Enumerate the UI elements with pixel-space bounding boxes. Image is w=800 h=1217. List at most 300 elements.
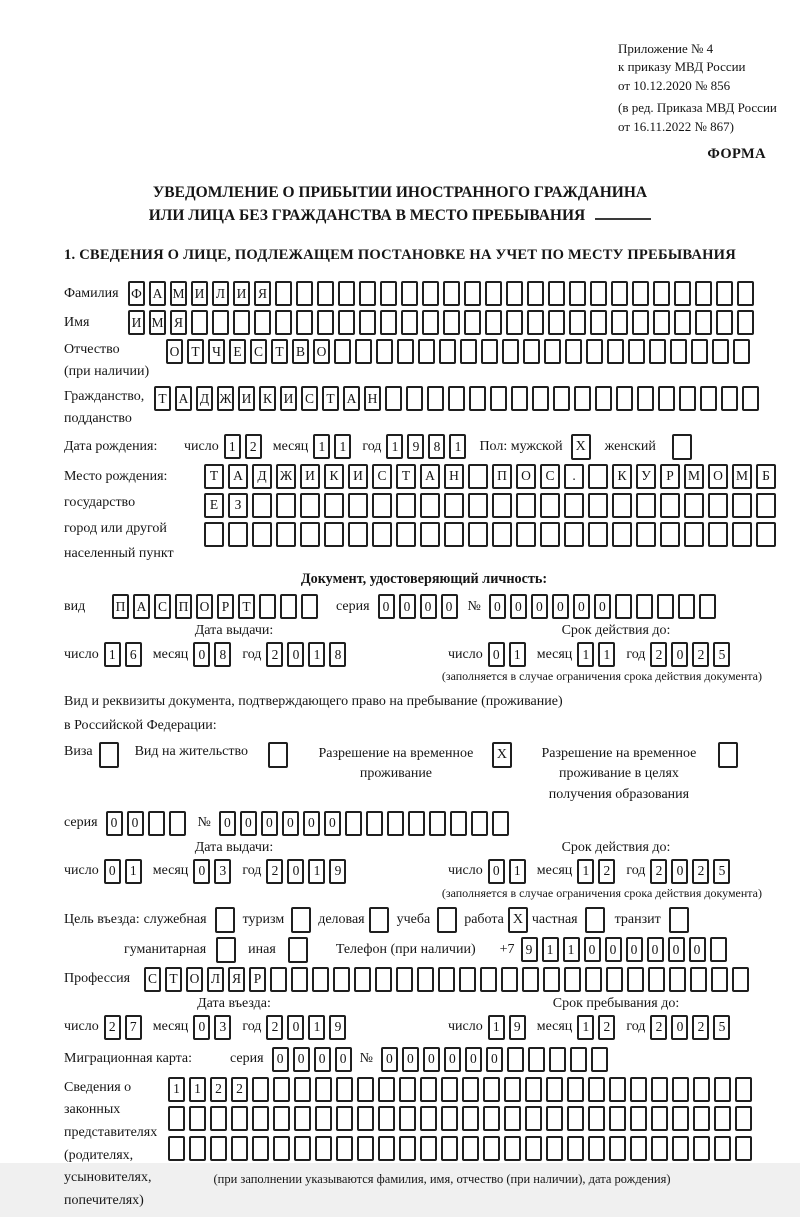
char-cell[interactable]: 0 [423, 1047, 440, 1072]
char-cell[interactable]: 8 [428, 434, 445, 459]
char-cell[interactable] [315, 1136, 332, 1161]
char-cell[interactable] [359, 310, 376, 335]
char-cell[interactable] [540, 522, 560, 547]
char-cell[interactable] [504, 1106, 521, 1131]
char-cell[interactable] [273, 1106, 290, 1131]
char-cell[interactable] [315, 1077, 332, 1102]
char-cell[interactable]: 1 [386, 434, 403, 459]
char-cell[interactable]: 0 [647, 937, 664, 962]
char-cell[interactable] [567, 1106, 584, 1131]
char-cell[interactable] [462, 1136, 479, 1161]
char-cell[interactable]: 5 [713, 1015, 730, 1040]
char-cell[interactable]: 9 [407, 434, 424, 459]
char-cell[interactable] [546, 1106, 563, 1131]
char-cell[interactable] [324, 493, 344, 518]
char-cell[interactable]: 1 [509, 859, 526, 884]
char-cell[interactable] [653, 281, 670, 306]
char-cell[interactable] [296, 310, 313, 335]
char-cell[interactable] [525, 1136, 542, 1161]
char-cell[interactable]: 2 [266, 859, 283, 884]
char-cell[interactable] [564, 967, 581, 992]
char-cell[interactable] [711, 967, 728, 992]
char-cell[interactable]: А [343, 386, 360, 411]
char-cell[interactable]: Е [229, 339, 246, 364]
char-cell[interactable] [567, 1077, 584, 1102]
char-cell[interactable] [649, 339, 666, 364]
char-cell[interactable]: 0 [399, 594, 416, 619]
char-cell[interactable] [252, 1077, 269, 1102]
char-cell[interactable] [648, 967, 665, 992]
char-cell[interactable] [612, 522, 632, 547]
char-cell[interactable] [259, 594, 276, 619]
char-cell[interactable]: 0 [605, 937, 622, 962]
char-cell[interactable] [669, 967, 686, 992]
char-cell[interactable] [420, 1106, 437, 1131]
char-cell[interactable] [357, 1136, 374, 1161]
char-cell[interactable]: 8 [214, 642, 231, 667]
char-cell[interactable] [376, 339, 393, 364]
char-cell[interactable]: 0 [219, 811, 236, 836]
char-cell[interactable] [691, 339, 708, 364]
char-cell[interactable] [721, 386, 738, 411]
char-cell[interactable]: 1 [577, 642, 594, 667]
char-cell[interactable]: 0 [381, 1047, 398, 1072]
char-cell[interactable] [422, 281, 439, 306]
char-cell[interactable] [708, 493, 728, 518]
char-cell[interactable] [527, 310, 544, 335]
char-cell[interactable] [252, 1136, 269, 1161]
char-cell[interactable] [191, 310, 208, 335]
char-cell[interactable] [564, 522, 584, 547]
char-cell[interactable] [464, 281, 481, 306]
char-cell[interactable] [636, 594, 653, 619]
char-cell[interactable] [710, 937, 727, 962]
visa-checkbox[interactable] [99, 742, 119, 768]
char-cell[interactable] [630, 1077, 647, 1102]
char-cell[interactable]: 9 [521, 937, 538, 962]
char-cell[interactable] [588, 464, 608, 489]
char-cell[interactable]: Т [165, 967, 182, 992]
char-cell[interactable] [609, 1136, 626, 1161]
char-cell[interactable] [468, 493, 488, 518]
char-cell[interactable]: 1 [224, 434, 241, 459]
char-cell[interactable]: В [292, 339, 309, 364]
char-cell[interactable] [441, 1106, 458, 1131]
char-cell[interactable]: 2 [245, 434, 262, 459]
char-cell[interactable] [693, 1136, 710, 1161]
char-cell[interactable]: П [175, 594, 192, 619]
char-cell[interactable] [695, 310, 712, 335]
char-cell[interactable] [378, 1077, 395, 1102]
char-cell[interactable] [564, 493, 584, 518]
char-cell[interactable] [375, 967, 392, 992]
char-cell[interactable] [294, 1106, 311, 1131]
char-cell[interactable]: Б [756, 464, 776, 489]
char-cell[interactable] [231, 1106, 248, 1131]
char-cell[interactable] [660, 522, 680, 547]
char-cell[interactable] [270, 967, 287, 992]
char-cell[interactable] [399, 1136, 416, 1161]
char-cell[interactable] [480, 967, 497, 992]
char-cell[interactable] [670, 339, 687, 364]
char-cell[interactable]: Я [254, 281, 271, 306]
char-cell[interactable] [742, 386, 759, 411]
char-cell[interactable] [294, 1077, 311, 1102]
char-cell[interactable] [459, 967, 476, 992]
char-cell[interactable]: П [112, 594, 129, 619]
char-cell[interactable]: 0 [465, 1047, 482, 1072]
char-cell[interactable]: Т [204, 464, 224, 489]
char-cell[interactable] [612, 493, 632, 518]
char-cell[interactable]: 2 [650, 859, 667, 884]
char-cell[interactable] [684, 522, 704, 547]
char-cell[interactable] [378, 1136, 395, 1161]
char-cell[interactable] [273, 1136, 290, 1161]
char-cell[interactable]: 0 [489, 594, 506, 619]
char-cell[interactable] [674, 281, 691, 306]
char-cell[interactable]: 5 [713, 859, 730, 884]
char-cell[interactable] [485, 281, 502, 306]
purpose-opt9-checkbox[interactable] [288, 937, 308, 963]
char-cell[interactable]: 0 [287, 859, 304, 884]
char-cell[interactable]: 0 [293, 1047, 310, 1072]
char-cell[interactable]: А [133, 594, 150, 619]
char-cell[interactable] [588, 1136, 605, 1161]
char-cell[interactable] [317, 310, 334, 335]
char-cell[interactable] [420, 1136, 437, 1161]
char-cell[interactable] [737, 281, 754, 306]
char-cell[interactable]: О [196, 594, 213, 619]
char-cell[interactable]: 0 [671, 859, 688, 884]
char-cell[interactable]: 0 [282, 811, 299, 836]
char-cell[interactable]: 9 [329, 859, 346, 884]
char-cell[interactable] [693, 1077, 710, 1102]
char-cell[interactable] [630, 1106, 647, 1131]
char-cell[interactable] [504, 1077, 521, 1102]
char-cell[interactable]: 0 [240, 811, 257, 836]
char-cell[interactable]: 2 [598, 859, 615, 884]
char-cell[interactable] [591, 1047, 608, 1072]
char-cell[interactable]: 0 [671, 1015, 688, 1040]
char-cell[interactable] [756, 522, 776, 547]
char-cell[interactable]: П [492, 464, 512, 489]
char-cell[interactable]: 0 [193, 1015, 210, 1040]
char-cell[interactable] [651, 1106, 668, 1131]
char-cell[interactable]: А [175, 386, 192, 411]
char-cell[interactable]: О [708, 464, 728, 489]
char-cell[interactable]: М [149, 310, 166, 335]
char-cell[interactable] [275, 310, 292, 335]
purpose-opt6-checkbox[interactable] [585, 907, 605, 933]
char-cell[interactable]: 6 [125, 642, 142, 667]
char-cell[interactable] [462, 1106, 479, 1131]
char-cell[interactable] [627, 967, 644, 992]
char-cell[interactable] [672, 1077, 689, 1102]
char-cell[interactable] [338, 281, 355, 306]
char-cell[interactable]: О [186, 967, 203, 992]
char-cell[interactable]: 0 [594, 594, 611, 619]
char-cell[interactable] [336, 1077, 353, 1102]
char-cell[interactable] [317, 281, 334, 306]
char-cell[interactable] [408, 811, 425, 836]
char-cell[interactable] [417, 967, 434, 992]
char-cell[interactable] [357, 1106, 374, 1131]
char-cell[interactable]: 0 [324, 811, 341, 836]
char-cell[interactable]: С [250, 339, 267, 364]
char-cell[interactable] [469, 386, 486, 411]
char-cell[interactable] [492, 811, 509, 836]
char-cell[interactable] [546, 1077, 563, 1102]
char-cell[interactable]: 0 [127, 811, 144, 836]
char-cell[interactable]: 0 [671, 642, 688, 667]
char-cell[interactable] [252, 522, 272, 547]
char-cell[interactable] [522, 967, 539, 992]
char-cell[interactable]: 8 [329, 642, 346, 667]
char-cell[interactable]: 1 [308, 642, 325, 667]
char-cell[interactable]: 0 [488, 642, 505, 667]
char-cell[interactable] [733, 339, 750, 364]
char-cell[interactable]: О [313, 339, 330, 364]
char-cell[interactable] [528, 1047, 545, 1072]
char-cell[interactable] [444, 493, 464, 518]
char-cell[interactable] [378, 1106, 395, 1131]
char-cell[interactable] [312, 967, 329, 992]
char-cell[interactable] [657, 594, 674, 619]
char-cell[interactable]: 0 [486, 1047, 503, 1072]
char-cell[interactable] [672, 1136, 689, 1161]
char-cell[interactable] [385, 386, 402, 411]
char-cell[interactable] [443, 281, 460, 306]
char-cell[interactable] [716, 310, 733, 335]
char-cell[interactable] [168, 1136, 185, 1161]
char-cell[interactable]: И [233, 281, 250, 306]
char-cell[interactable]: 1 [308, 859, 325, 884]
char-cell[interactable] [231, 1136, 248, 1161]
char-cell[interactable] [372, 522, 392, 547]
char-cell[interactable]: Ж [217, 386, 234, 411]
char-cell[interactable] [354, 967, 371, 992]
char-cell[interactable]: И [238, 386, 255, 411]
char-cell[interactable] [693, 1106, 710, 1131]
char-cell[interactable] [606, 967, 623, 992]
char-cell[interactable] [464, 310, 481, 335]
char-cell[interactable] [315, 1106, 332, 1131]
char-cell[interactable]: Ч [208, 339, 225, 364]
char-cell[interactable] [569, 310, 586, 335]
char-cell[interactable] [483, 1136, 500, 1161]
char-cell[interactable]: 1 [189, 1077, 206, 1102]
char-cell[interactable] [637, 386, 654, 411]
char-cell[interactable]: Е [204, 493, 224, 518]
char-cell[interactable] [700, 386, 717, 411]
char-cell[interactable]: С [144, 967, 161, 992]
char-cell[interactable]: 2 [266, 1015, 283, 1040]
char-cell[interactable] [301, 594, 318, 619]
char-cell[interactable] [450, 811, 467, 836]
char-cell[interactable] [336, 1136, 353, 1161]
char-cell[interactable]: 2 [650, 642, 667, 667]
char-cell[interactable]: Т [271, 339, 288, 364]
char-cell[interactable] [359, 281, 376, 306]
char-cell[interactable]: О [166, 339, 183, 364]
char-cell[interactable]: 0 [689, 937, 706, 962]
char-cell[interactable] [492, 493, 512, 518]
char-cell[interactable]: И [280, 386, 297, 411]
char-cell[interactable] [406, 386, 423, 411]
char-cell[interactable] [148, 811, 165, 836]
char-cell[interactable]: М [170, 281, 187, 306]
char-cell[interactable] [401, 310, 418, 335]
char-cell[interactable] [574, 386, 591, 411]
char-cell[interactable] [588, 1106, 605, 1131]
char-cell[interactable] [490, 386, 507, 411]
char-cell[interactable] [672, 1106, 689, 1131]
char-cell[interactable] [540, 493, 560, 518]
char-cell[interactable]: Р [660, 464, 680, 489]
char-cell[interactable] [355, 339, 372, 364]
char-cell[interactable] [429, 811, 446, 836]
char-cell[interactable] [294, 1136, 311, 1161]
char-cell[interactable] [737, 310, 754, 335]
char-cell[interactable] [468, 464, 488, 489]
char-cell[interactable]: А [420, 464, 440, 489]
char-cell[interactable] [169, 811, 186, 836]
char-cell[interactable]: 1 [308, 1015, 325, 1040]
char-cell[interactable]: 0 [106, 811, 123, 836]
char-cell[interactable]: 1 [577, 1015, 594, 1040]
char-cell[interactable]: 1 [509, 642, 526, 667]
char-cell[interactable] [716, 281, 733, 306]
char-cell[interactable]: О [516, 464, 536, 489]
char-cell[interactable] [660, 493, 680, 518]
char-cell[interactable]: 0 [668, 937, 685, 962]
char-cell[interactable]: 1 [488, 1015, 505, 1040]
char-cell[interactable] [678, 594, 695, 619]
char-cell[interactable]: 1 [449, 434, 466, 459]
char-cell[interactable] [553, 386, 570, 411]
char-cell[interactable] [735, 1077, 752, 1102]
char-cell[interactable] [714, 1106, 731, 1131]
char-cell[interactable] [588, 493, 608, 518]
char-cell[interactable]: 0 [335, 1047, 352, 1072]
char-cell[interactable] [275, 281, 292, 306]
char-cell[interactable]: И [348, 464, 368, 489]
char-cell[interactable] [507, 1047, 524, 1072]
char-cell[interactable] [502, 339, 519, 364]
char-cell[interactable]: 2 [692, 642, 709, 667]
char-cell[interactable] [708, 522, 728, 547]
char-cell[interactable]: 0 [552, 594, 569, 619]
char-cell[interactable]: 3 [214, 1015, 231, 1040]
char-cell[interactable] [712, 339, 729, 364]
char-cell[interactable] [483, 1106, 500, 1131]
purpose-opt2-checkbox[interactable] [291, 907, 311, 933]
char-cell[interactable] [401, 281, 418, 306]
char-cell[interactable]: 7 [125, 1015, 142, 1040]
char-cell[interactable] [632, 281, 649, 306]
char-cell[interactable]: Н [364, 386, 381, 411]
char-cell[interactable] [714, 1077, 731, 1102]
char-cell[interactable] [506, 281, 523, 306]
char-cell[interactable] [204, 522, 224, 547]
char-cell[interactable]: Т [322, 386, 339, 411]
char-cell[interactable] [397, 339, 414, 364]
char-cell[interactable]: 1 [598, 642, 615, 667]
char-cell[interactable] [396, 522, 416, 547]
char-cell[interactable] [735, 1106, 752, 1131]
char-cell[interactable]: С [154, 594, 171, 619]
char-cell[interactable] [569, 281, 586, 306]
char-cell[interactable] [588, 522, 608, 547]
char-cell[interactable]: 2 [231, 1077, 248, 1102]
char-cell[interactable]: Т [238, 594, 255, 619]
char-cell[interactable] [525, 1106, 542, 1131]
char-cell[interactable] [616, 386, 633, 411]
char-cell[interactable] [441, 1077, 458, 1102]
rvp-checkbox[interactable]: X [492, 742, 512, 768]
char-cell[interactable] [506, 310, 523, 335]
char-cell[interactable] [516, 493, 536, 518]
char-cell[interactable]: 0 [287, 642, 304, 667]
char-cell[interactable] [511, 386, 528, 411]
char-cell[interactable]: 0 [287, 1015, 304, 1040]
char-cell[interactable] [273, 1077, 290, 1102]
char-cell[interactable]: 2 [104, 1015, 121, 1040]
purpose-opt4-checkbox[interactable] [437, 907, 457, 933]
char-cell[interactable]: У [636, 464, 656, 489]
char-cell[interactable]: 9 [329, 1015, 346, 1040]
char-cell[interactable]: Н [444, 464, 464, 489]
char-cell[interactable] [544, 339, 561, 364]
char-cell[interactable] [212, 310, 229, 335]
char-cell[interactable] [501, 967, 518, 992]
char-cell[interactable]: 5 [713, 642, 730, 667]
char-cell[interactable] [276, 522, 296, 547]
char-cell[interactable] [549, 1047, 566, 1072]
char-cell[interactable]: 0 [402, 1047, 419, 1072]
char-cell[interactable]: 0 [573, 594, 590, 619]
char-cell[interactable] [628, 339, 645, 364]
char-cell[interactable] [254, 310, 271, 335]
char-cell[interactable]: К [612, 464, 632, 489]
char-cell[interactable] [651, 1077, 668, 1102]
char-cell[interactable] [189, 1106, 206, 1131]
char-cell[interactable]: Т [396, 464, 416, 489]
char-cell[interactable] [291, 967, 308, 992]
char-cell[interactable]: 1 [577, 859, 594, 884]
char-cell[interactable] [210, 1136, 227, 1161]
char-cell[interactable] [189, 1136, 206, 1161]
char-cell[interactable] [570, 1047, 587, 1072]
char-cell[interactable]: А [149, 281, 166, 306]
char-cell[interactable] [336, 1106, 353, 1131]
char-cell[interactable] [546, 1136, 563, 1161]
char-cell[interactable]: 3 [214, 859, 231, 884]
char-cell[interactable]: З [228, 493, 248, 518]
char-cell[interactable] [674, 310, 691, 335]
char-cell[interactable] [448, 386, 465, 411]
char-cell[interactable] [611, 281, 628, 306]
char-cell[interactable] [228, 522, 248, 547]
char-cell[interactable]: С [540, 464, 560, 489]
char-cell[interactable]: 0 [488, 859, 505, 884]
rvp-edu-checkbox[interactable] [718, 742, 738, 768]
char-cell[interactable] [690, 967, 707, 992]
char-cell[interactable] [595, 386, 612, 411]
char-cell[interactable]: 1 [563, 937, 580, 962]
char-cell[interactable] [357, 1077, 374, 1102]
char-cell[interactable] [481, 339, 498, 364]
